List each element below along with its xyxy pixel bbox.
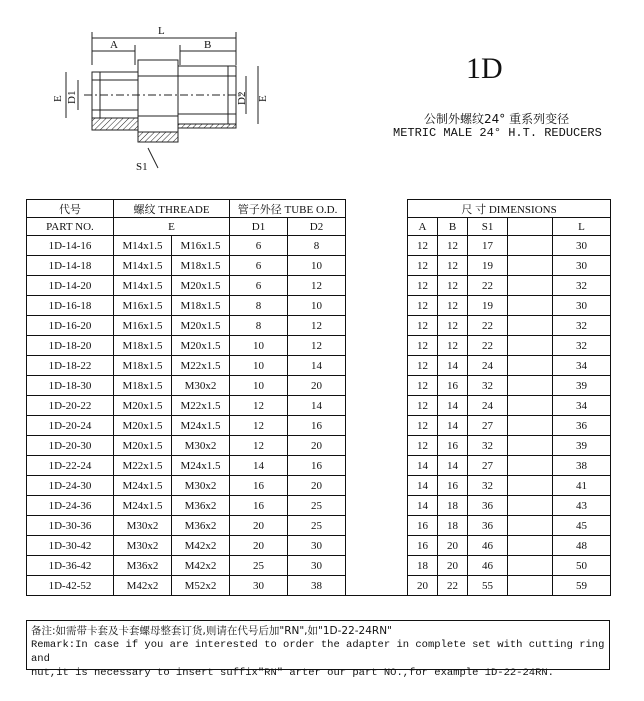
remark-box — [26, 620, 610, 679]
cell-d2: 25 — [288, 516, 346, 536]
cell-thread-e1: M14x1.5 — [114, 256, 172, 276]
cell-a: 16 — [408, 516, 438, 536]
cell-a: 14 — [408, 496, 438, 516]
cell-l: 32 — [553, 336, 611, 356]
cell-thread-e2: M24x1.5 — [172, 456, 230, 476]
cell-b: 12 — [438, 296, 468, 316]
cell-d1: 10 — [230, 376, 288, 396]
product-title-en: METRIC MALE 24° H.T. REDUCERS — [393, 126, 602, 140]
table-row — [27, 236, 611, 256]
cell-l: 50 — [553, 556, 611, 576]
cell-thread-e2: M22x1.5 — [172, 356, 230, 376]
cell-thread-e2: M30x2 — [172, 476, 230, 496]
cell-s1: 55 — [468, 576, 508, 596]
cell-l: 34 — [553, 356, 611, 376]
cell-a: 12 — [408, 276, 438, 296]
cell-l: 30 — [553, 256, 611, 276]
dim-l-label: L — [158, 25, 165, 37]
cell-a: 18 — [408, 556, 438, 576]
cell-b: 16 — [438, 476, 468, 496]
cell-s1: 24 — [468, 356, 508, 376]
cell-d1: 12 — [230, 396, 288, 416]
cell-s1: 32 — [468, 376, 508, 396]
cell-d2: 12 — [288, 316, 346, 336]
cell-b: 12 — [438, 256, 468, 276]
cell-s1: 36 — [468, 496, 508, 516]
cell-part-no: 1D-30-42 — [27, 536, 114, 556]
cell-b: 16 — [438, 376, 468, 396]
cell-d2: 16 — [288, 416, 346, 436]
cell-b: 12 — [438, 316, 468, 336]
table-row — [27, 316, 611, 336]
cell-l: 48 — [553, 536, 611, 556]
cell-d1: 16 — [230, 496, 288, 516]
cell-a: 12 — [408, 296, 438, 316]
cell-s1: 27 — [468, 416, 508, 436]
header-s1: S1 — [468, 218, 508, 236]
cell-a: 12 — [408, 336, 438, 356]
table-row — [27, 356, 611, 376]
cell-b: 14 — [438, 456, 468, 476]
cell-a: 12 — [408, 436, 438, 456]
dim-a-label: A — [110, 39, 118, 51]
cell-s1: 22 — [468, 316, 508, 336]
dimensions-table — [26, 199, 611, 596]
cell-d1: 8 — [230, 316, 288, 336]
cell-thread-e2: M30x2 — [172, 376, 230, 396]
cell-part-no: 1D-24-36 — [27, 496, 114, 516]
cell-thread-e2: M36x2 — [172, 496, 230, 516]
cell-d2: 16 — [288, 456, 346, 476]
cell-s1: 19 — [468, 296, 508, 316]
cell-d2: 10 — [288, 256, 346, 276]
cell-d1: 14 — [230, 456, 288, 476]
cell-part-no: 1D-16-18 — [27, 296, 114, 316]
cell-s1: 27 — [468, 456, 508, 476]
cell-l: 32 — [553, 316, 611, 336]
cell-d2: 30 — [288, 556, 346, 576]
cell-part-no: 1D-20-22 — [27, 396, 114, 416]
cell-thread-e1: M42x2 — [114, 576, 172, 596]
table-row — [27, 436, 611, 456]
cell-d1: 10 — [230, 356, 288, 376]
cell-part-no: 1D-42-52 — [27, 576, 114, 596]
cell-part-no: 1D-20-30 — [27, 436, 114, 456]
cell-l: 30 — [553, 236, 611, 256]
table-row — [27, 536, 611, 556]
cell-thread-e1: M18x1.5 — [114, 376, 172, 396]
cell-d2: 20 — [288, 436, 346, 456]
cell-d2: 38 — [288, 576, 346, 596]
cell-d2: 10 — [288, 296, 346, 316]
cell-d2: 12 — [288, 336, 346, 356]
cell-s1: 24 — [468, 396, 508, 416]
cell-d2: 25 — [288, 496, 346, 516]
cell-b: 12 — [438, 276, 468, 296]
cell-l: 39 — [553, 436, 611, 456]
table-row — [27, 456, 611, 476]
cell-part-no: 1D-20-24 — [27, 416, 114, 436]
cell-l: 59 — [553, 576, 611, 596]
cell-thread-e1: M18x1.5 — [114, 356, 172, 376]
cell-l: 36 — [553, 416, 611, 436]
table-row — [27, 576, 611, 596]
remark-en-line1: Remark:In case if you are interested to order the adapter in complete set with cutting ring and — [31, 639, 605, 665]
cell-thread-e2: M20x1.5 — [172, 276, 230, 296]
cell-d1: 8 — [230, 296, 288, 316]
cell-b: 18 — [438, 496, 468, 516]
header-dimensions: 尺 寸 DIMENSIONS — [408, 200, 611, 218]
cell-thread-e2: M18x1.5 — [172, 296, 230, 316]
cell-d2: 8 — [288, 236, 346, 256]
cell-l: 39 — [553, 376, 611, 396]
cell-thread-e2: M52x2 — [172, 576, 230, 596]
cell-d1: 12 — [230, 436, 288, 456]
cell-l: 41 — [553, 476, 611, 496]
table-row — [27, 336, 611, 356]
cell-l: 38 — [553, 456, 611, 476]
cell-part-no: 1D-22-24 — [27, 456, 114, 476]
cell-thread-e2: M18x1.5 — [172, 256, 230, 276]
dim-b-label: B — [204, 39, 212, 51]
cell-b: 14 — [438, 356, 468, 376]
cell-thread-e2: M20x1.5 — [172, 316, 230, 336]
cell-part-no: 1D-14-20 — [27, 276, 114, 296]
table-row — [27, 496, 611, 516]
product-code: 1D — [466, 52, 503, 85]
cell-a: 12 — [408, 316, 438, 336]
cell-d1: 20 — [230, 536, 288, 556]
cell-d1: 6 — [230, 236, 288, 256]
cell-thread-e1: M16x1.5 — [114, 316, 172, 336]
cell-d1: 6 — [230, 256, 288, 276]
dim-d1-label: D1 — [66, 90, 78, 104]
cell-part-no: 1D-36-42 — [27, 556, 114, 576]
header-thread: 螺纹 THREADE — [114, 200, 230, 218]
cell-s1: 32 — [468, 476, 508, 496]
cell-s1: 36 — [468, 516, 508, 536]
cell-part-no: 1D-18-20 — [27, 336, 114, 356]
cell-d1: 20 — [230, 516, 288, 536]
dim-s1-label: S1 — [136, 161, 148, 173]
cell-s1: 22 — [468, 276, 508, 296]
cell-thread-e2: M42x2 — [172, 536, 230, 556]
remark-cn: 备注:如需带卡套及卡套螺母整套订货,则请在代号后加"RN",如"1D-22-24RN" — [31, 625, 392, 637]
cell-s1: 19 — [468, 256, 508, 276]
cell-part-no: 1D-16-20 — [27, 316, 114, 336]
cell-part-no: 1D-14-18 — [27, 256, 114, 276]
cell-a: 12 — [408, 356, 438, 376]
cell-d1: 12 — [230, 416, 288, 436]
fitting-drawing — [40, 20, 280, 180]
cell-l: 43 — [553, 496, 611, 516]
cell-a: 14 — [408, 476, 438, 496]
cell-d2: 20 — [288, 476, 346, 496]
dim-e-right-label: E — [257, 95, 269, 102]
cell-thread-e2: M20x1.5 — [172, 336, 230, 356]
cell-thread-e1: M36x2 — [114, 556, 172, 576]
cell-a: 16 — [408, 536, 438, 556]
cell-part-no: 1D-14-16 — [27, 236, 114, 256]
cell-thread-e1: M24x1.5 — [114, 476, 172, 496]
cell-l: 34 — [553, 396, 611, 416]
cell-thread-e1: M14x1.5 — [114, 236, 172, 256]
cell-thread-e1: M22x1.5 — [114, 456, 172, 476]
cell-b: 16 — [438, 436, 468, 456]
cell-d1: 6 — [230, 276, 288, 296]
table-row — [27, 556, 611, 576]
cell-thread-e2: M16x1.5 — [172, 236, 230, 256]
cell-a: 12 — [408, 416, 438, 436]
cell-thread-e1: M20x1.5 — [114, 436, 172, 456]
cell-b: 12 — [438, 336, 468, 356]
cell-thread-e2: M24x1.5 — [172, 416, 230, 436]
cell-thread-e2: M42x2 — [172, 556, 230, 576]
header-l: L — [553, 218, 611, 236]
dim-e-left-label: E — [52, 95, 64, 102]
header-a: A — [408, 218, 438, 236]
remark-en-line2: nut,it is necessary to insert suffix"RN" arter our part NO.,for example 1D-22-24RN. — [31, 667, 554, 679]
cell-s1: 17 — [468, 236, 508, 256]
cell-thread-e1: M30x2 — [114, 516, 172, 536]
cell-d2: 14 — [288, 396, 346, 416]
cell-b: 18 — [438, 516, 468, 536]
cell-part-no: 1D-24-30 — [27, 476, 114, 496]
cell-thread-e1: M14x1.5 — [114, 276, 172, 296]
cell-a: 14 — [408, 456, 438, 476]
cell-thread-e1: M20x1.5 — [114, 416, 172, 436]
cell-thread-e1: M24x1.5 — [114, 496, 172, 516]
cell-d1: 10 — [230, 336, 288, 356]
header-d1: D1 — [230, 218, 288, 236]
cell-a: 12 — [408, 236, 438, 256]
cell-d1: 30 — [230, 576, 288, 596]
cell-a: 12 — [408, 396, 438, 416]
cell-l: 32 — [553, 276, 611, 296]
cell-a: 12 — [408, 256, 438, 276]
header-part-cn: 代号 — [27, 200, 114, 218]
product-title-cn: 公制外螺纹24° 重系列变径 — [424, 112, 570, 126]
cell-d2: 20 — [288, 376, 346, 396]
table-row — [27, 376, 611, 396]
header-tube: 管子外径 TUBE O.D. — [230, 200, 346, 218]
header-e: E — [114, 218, 230, 236]
cell-d2: 14 — [288, 356, 346, 376]
table-row — [27, 256, 611, 276]
cell-a: 20 — [408, 576, 438, 596]
cell-s1: 22 — [468, 336, 508, 356]
cell-s1: 46 — [468, 536, 508, 556]
cell-thread-e2: M36x2 — [172, 516, 230, 536]
table-header-row — [27, 200, 611, 218]
cell-part-no: 1D-18-22 — [27, 356, 114, 376]
cell-s1: 32 — [468, 436, 508, 456]
cell-b: 14 — [438, 396, 468, 416]
cell-thread-e1: M30x2 — [114, 536, 172, 556]
cell-thread-e1: M20x1.5 — [114, 396, 172, 416]
table-subheader-row — [27, 218, 611, 236]
table-row — [27, 476, 611, 496]
table-row — [27, 516, 611, 536]
cell-b: 14 — [438, 416, 468, 436]
cell-d1: 25 — [230, 556, 288, 576]
table-row — [27, 396, 611, 416]
cell-part-no: 1D-18-30 — [27, 376, 114, 396]
cell-l: 30 — [553, 296, 611, 316]
cell-b: 20 — [438, 536, 468, 556]
header-d2: D2 — [288, 218, 346, 236]
table-row — [27, 276, 611, 296]
header-b: B — [438, 218, 468, 236]
cell-d2: 12 — [288, 276, 346, 296]
cell-b: 20 — [438, 556, 468, 576]
cell-a: 12 — [408, 376, 438, 396]
header-part-en: PART NO. — [27, 218, 114, 236]
cell-thread-e1: M16x1.5 — [114, 296, 172, 316]
cell-b: 22 — [438, 576, 468, 596]
dim-d2-label: D2 — [236, 91, 248, 105]
table-row — [27, 296, 611, 316]
table-row — [27, 416, 611, 436]
cell-l: 45 — [553, 516, 611, 536]
cell-thread-e2: M30x2 — [172, 436, 230, 456]
cell-thread-e1: M18x1.5 — [114, 336, 172, 356]
cell-b: 12 — [438, 236, 468, 256]
cell-thread-e2: M22x1.5 — [172, 396, 230, 416]
cell-s1: 46 — [468, 556, 508, 576]
cell-part-no: 1D-30-36 — [27, 516, 114, 536]
cell-d2: 30 — [288, 536, 346, 556]
cell-d1: 16 — [230, 476, 288, 496]
